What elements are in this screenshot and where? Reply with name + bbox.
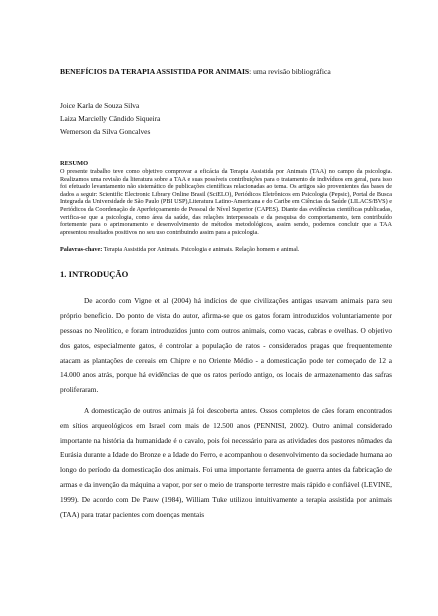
author-name: Laiza Marcielly Cândido Siqueira xyxy=(60,114,161,123)
keywords-label: Palavras-chave: xyxy=(60,246,103,254)
keywords-text: Terapia Assistida por Animais. Psicologia e animais. Relação homem e animal. xyxy=(102,246,300,254)
abstract-text: O presente trabalho teve como objetivo comprovar a eficácia da Terapia Assistida por Animais (TAA) no campo da psicologia. Realizamos uma revisão da literatura sobre a TAA e suas possíveis contribuições para o tratamento de indivíduos em geral, para isso foi efetuado levantamento não sistemático de publicações científicas relacionadas ao tema. Os artigos são provenientes das bases de dados a seguir: Scientific Electronic Library Online Brasil (SciELO), Periódicos Eletrônicos em Psicologia (Pepsic), Portal de Busca Integrada da Universidade de São Paulo (PBI USP),Literatura Latino-Americana e do Caribe em Ciências da Saúde (LILACS/BVS) e Periódicos da Coordenação de Aperfeiçoamento de Pessoal de Nível Superior (CAPES). Diante das evidências científicas publicadas, verifica-se que a psicologia, como área da saúde, das relações interpessoais e da pesquisa do comportamento, tem contribuído fortemente para o aprimoramento e desenvolvimento de métodos metodológicos, assim sendo, podemos concluir que a TAA apresentou resultados positivos no seu uso contribuindo assim para a psicologia. xyxy=(60,168,392,236)
title-main: BENEFÍCIOS DA TERAPIA ASSISTIDA POR ANIMAIS xyxy=(60,67,250,76)
body-paragraph: De acordo com Vigne et al (2004) há indícios de que civilizações antigas usavam animais para seu próprio benefício. Do ponto de vista do autor, afirma-se que os gatos foram introduzidos voluntariamente por pessoas no Neolítico, e foram introduzidos junto com outros animais, como vacas, cabras e ovelhas. O objetivo dos gatos, especialmente gatos, é controlar a população de ratos - considerados pragas que frequentemente atacam as plantações de cereais em Chipre e no Oriente Médio - a domesticação pode ter começado de 12 a 14.000 anos atrás, porque há evidências de que os ratos período antigo, os locais de armazenamento das safras proliferaram. xyxy=(60,296,392,395)
paper-title xyxy=(60,67,392,77)
author-name: Joice Karla de Souza Silva xyxy=(60,101,140,110)
author-list xyxy=(60,99,392,138)
keywords xyxy=(60,246,392,254)
title-subtitle: : uma revisão bibliográfica xyxy=(249,67,331,76)
section-heading: 1. INTRODUÇÃO xyxy=(60,269,129,280)
author-name: Wemerson da Silva Goncalves xyxy=(60,127,151,136)
body-paragraph: A domesticação de outros animais já foi descoberta antes. Ossos completos de cães foram encontrados em sítios arqueológicos em Israel com mais de 12.500 anos (PENNISI, 2002). Outro animal considerado importante na história da humanidade é o cavalo, pois foi necessário para as atividades dos pastores nômades da Eurásia durante a Idade do Bronze e a Idade do Ferro, e acompanhou o desenvolvimento da sociedade humana ao longo do período da domesticação dos animais. Foi uma importante ferramenta de guerra antes da fabricação de armas e da invenção da máquina a vapor, por ser o meio de transporte terrestre mais rápido e confiável (LEVINE, 1999). De acordo com De Pauw (1984), William Tuke utilizou intuitivamente a terapia assistida por animais (TAA) para tratar pacientes com doenças mentais xyxy=(60,405,392,519)
abstract-heading: RESUMO xyxy=(60,160,89,167)
